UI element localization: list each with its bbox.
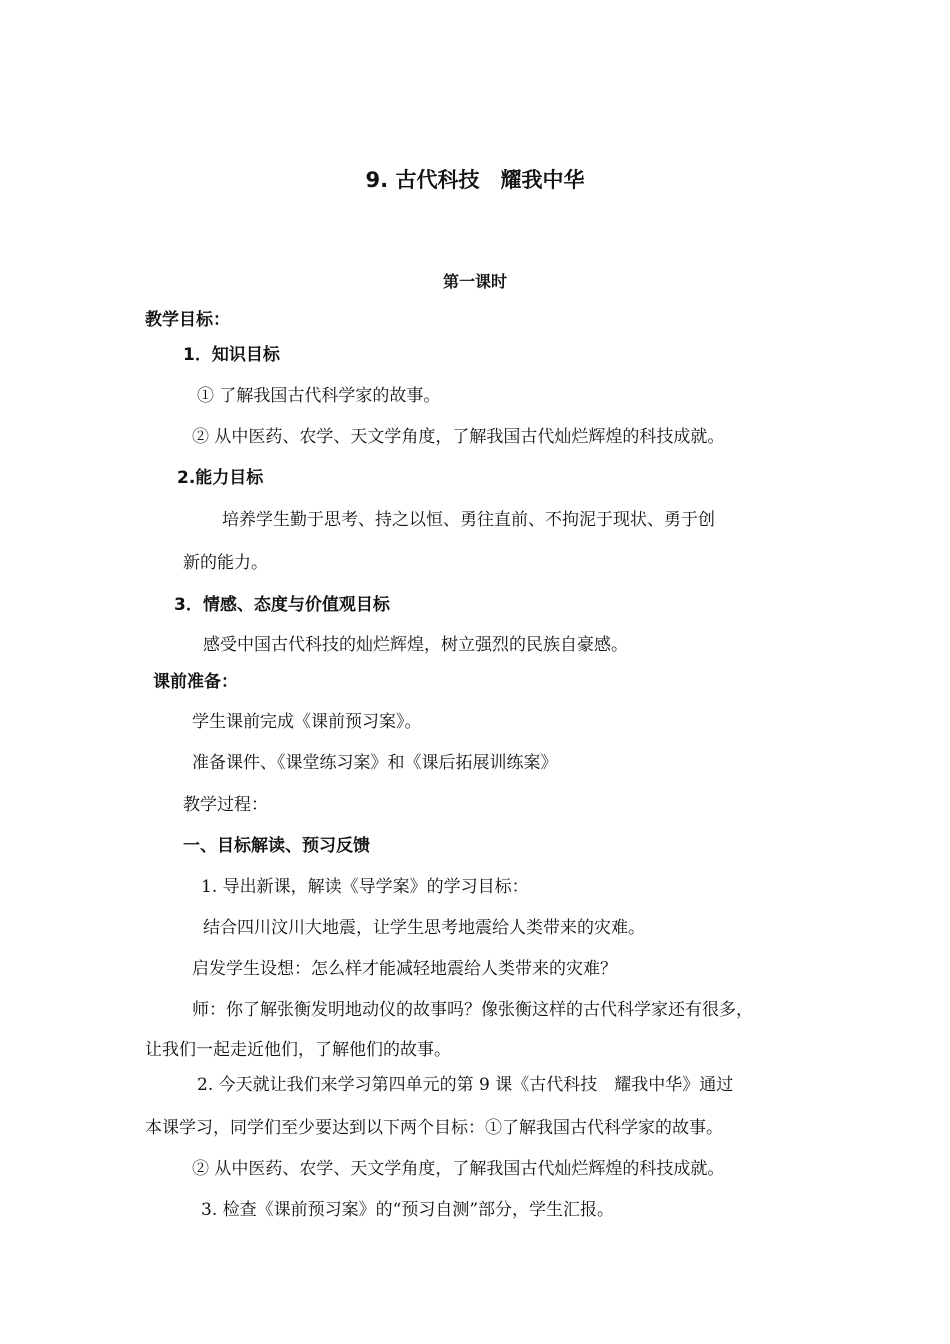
preparation-line-2: 准备课件、《课堂练习案》和《课后拓展训练案》 <box>192 753 558 773</box>
section-1-paragraph-5-line-1: 2. 今天就让我们来学习第四单元的第 9 课《古代科技 耀我中华》通过 <box>197 1075 734 1095</box>
ability-objective-line-1: 培养学生勤于思考、持之以恒、勇往直前、不拘泥于现状、勇于创 <box>222 510 715 530</box>
preparation-line-1: 学生课前完成《课前预习案》。 <box>192 712 422 732</box>
section-1-paragraph-2: 结合四川汶川大地震，让学生思考地震给人类带来的灾难。 <box>203 918 645 938</box>
section-1-paragraph-7: 3. 检查《课前预习案》的“预习自测”部分，学生汇报。 <box>201 1200 615 1220</box>
section-1-paragraph-4-line-1: 师：你了解张衡发明地动仪的故事吗？像张衡这样的古代科学家还有很多， <box>192 1000 753 1020</box>
section-1-paragraph-4-line-2: 让我们一起走近他们，了解他们的故事。 <box>145 1040 451 1060</box>
emotion-objective-text: 感受中国古代科技的灿烂辉煌，树立强烈的民族自豪感。 <box>203 635 628 655</box>
knowledge-objective-item-1: ① 了解我国古代科学家的故事。 <box>197 386 441 406</box>
ability-objective-line-2: 新的能力。 <box>183 553 268 573</box>
ability-objective-heading: 2.能力目标 <box>177 468 264 488</box>
teaching-process-label: 教学过程： <box>183 795 268 815</box>
knowledge-objective-heading: 1．知识目标 <box>183 345 280 365</box>
section-1-paragraph-3: 启发学生设想：怎么样才能减轻地震给人类带来的灾难？ <box>192 959 617 979</box>
preparation-heading: 课前准备： <box>153 672 238 692</box>
page-title: 9. 古代科技 耀我中华 <box>365 168 585 192</box>
section-1-paragraph-1: 1. 导出新课，解读《导学案》的学习目标： <box>201 877 529 897</box>
section-1-heading: 一、目标解读、预习反馈 <box>183 836 370 856</box>
emotion-objective-heading: 3．情感、态度与价值观目标 <box>174 595 390 615</box>
knowledge-objective-item-2: ② 从中医药、农学、天文学角度，了解我国古代灿烂辉煌的科技成就。 <box>192 427 725 447</box>
section-1-paragraph-5-line-2: 本课学习，同学们至少要达到以下两个目标：①了解我国古代科学家的故事。 <box>145 1118 723 1138</box>
lesson-period-subtitle: 第一课时 <box>442 272 507 291</box>
section-1-paragraph-6: ② 从中医药、农学、天文学角度，了解我国古代灿烂辉煌的科技成就。 <box>192 1159 725 1179</box>
objectives-heading: 教学目标： <box>145 310 230 330</box>
